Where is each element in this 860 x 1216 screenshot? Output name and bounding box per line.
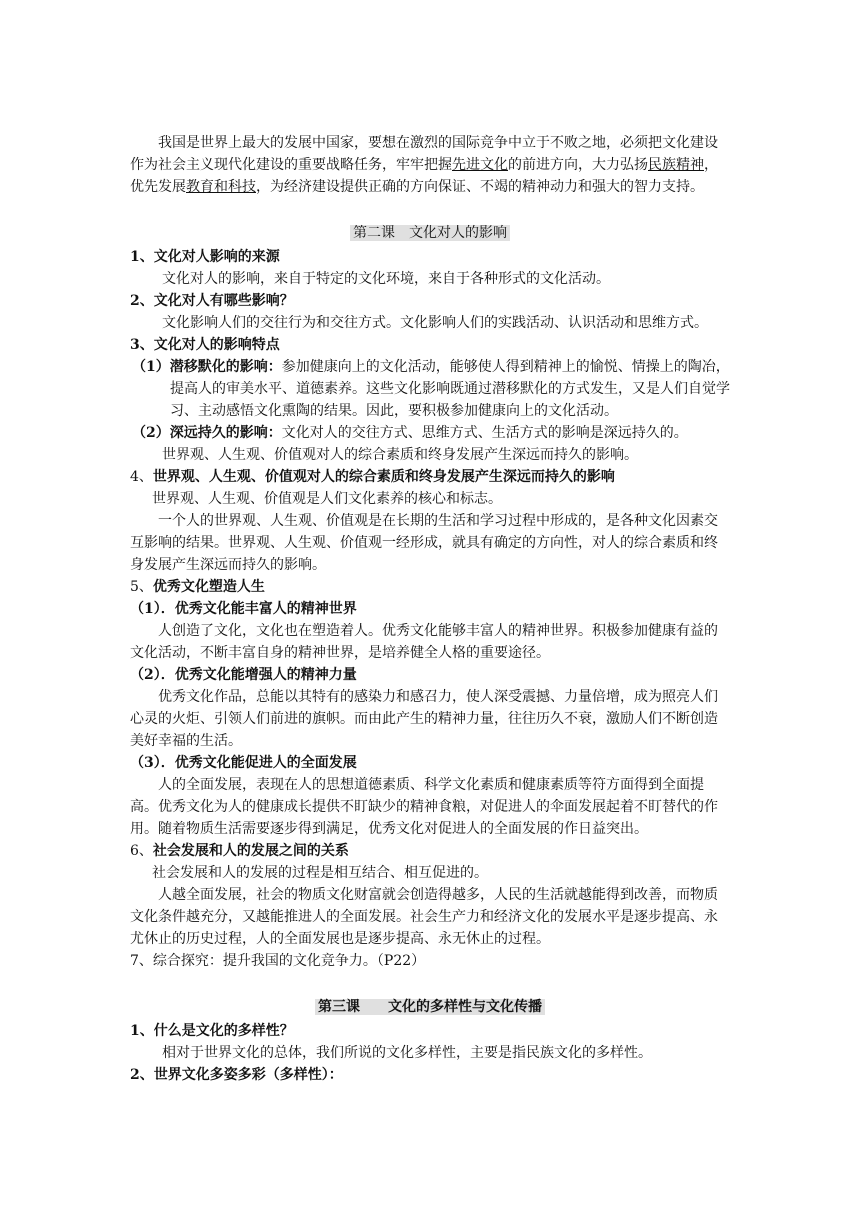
paragraph: 文化对人的影响，来自于特定的文化环境，来自于各种形式的文化活动。 [162, 271, 610, 287]
sub-heading-5-3: （3）．优秀文化能促进人的全面发展 [130, 755, 357, 771]
lesson-3-title: 第三课 文化的多样性与文化传播 [130, 996, 730, 1018]
intro-underline-education-tech: 教育和科技 [186, 179, 256, 195]
heading-text: 优秀文化塑造人生 [152, 579, 265, 595]
heading-4 [130, 466, 730, 488]
sub-item-label: （1）潜移默化的影响： [132, 359, 282, 375]
heading-1: 1、什么是文化的多样性？ [130, 1023, 294, 1039]
intro-paragraph [130, 132, 730, 198]
paragraph: 人的全面发展，表现在人的思想道德素质、科学文化素质和健康素质等符方面得到全面提高。优秀文化为人的健康成长提供不盯缺少的精神食粮，对促进人的伞面发展起着不盯替代的作用。随着物质生活需要逐步得到满足，优秀文化对促进人的全面发展的作日益突出。 [130, 777, 718, 837]
paragraph: 优秀文化作品，总能以其特有的感染力和感召力，使人深受震撼、力量倍增，成为照亮人们心灵的火炬、引领人们前进的旗帜。而由此产生的精神力量，往往历久不衰，激励人们不断创造美好幸福的生活。 [130, 689, 718, 749]
heading-2: 2、文化对人有哪些影响？ [130, 293, 294, 309]
heading-text-bold: 多样性 [279, 1067, 322, 1083]
heading-1: 1、文化对人影响的来源 [130, 249, 280, 265]
intro-text: 我国是世界上最大的发展中国家，要想在激烈的国际竞争中立于不败之地，必须把文化建设作为社会主义现代化建设的重要战略任务，牢牢把握 [130, 135, 718, 173]
paragraph: 社会发展和人的发展的过程是相互结合、相互促进的。 [152, 865, 488, 881]
sub-item-1 [130, 356, 730, 422]
heading-number: 4、 [130, 469, 153, 485]
sub-item-text: 参加健康向上的文化活动，能够使人得到精神上的愉悦、情操上的陶冶，提高人的审美水平、道德素养。这些文化影响既通过潜移默化的方式发生，又是人们自觉学习、主动感悟文化熏陶的结果。因此，要积极参加健康向上的文化活动。 [170, 359, 730, 419]
heading-text: ）： [321, 1067, 343, 1083]
heading-number: 5、 [130, 579, 153, 595]
heading-text: 世界观、人生观、价值观对人的综合素质和终身发展产生深远而持久的影响 [152, 469, 615, 485]
paragraph: 相对于世界文化的总体，我们所说的文化多样性，主要是指民族文化的多样性。 [162, 1045, 652, 1061]
paragraph: 人越全面发展，社会的物质文化财富就会创造得越多，人民的生活就越能得到改善，而物质文化条件越充分，又越能推进人的全面发展。社会生产力和经济文化的发展水平是逐步提高、永尤休止的历史过程，人的全面发展也是逐步提高、永无休止的过程。 [130, 887, 718, 947]
document-body [130, 132, 730, 1086]
intro-text: 的前进方向，大力弘扬 [508, 157, 648, 173]
intro-text: ，为经济建设提供正确的方向保证、不竭的精神动力和强大的智力支持。 [256, 179, 704, 195]
heading-text: 社会发展和人的发展之间的关系 [152, 843, 349, 859]
intro-text: ，优先发展 [130, 157, 718, 195]
intro-underline-advanced-culture: 先进文化 [452, 157, 508, 173]
heading-6 [130, 840, 730, 862]
heading-5 [130, 576, 730, 598]
heading-text: 2、世界文化多姿多彩（ [130, 1067, 280, 1083]
heading-2 [130, 1064, 730, 1086]
paragraph: 一个人的世界观、人生观、价值观是在长期的生活和学习过程中形成的，是各种文化因素交互影响的结果。世界观、人生观、价值观一经形成，就具有确定的方向性，对人的综合素质和终身发展产生深远而持久的影响。 [130, 513, 718, 573]
heading-3: 3、文化对人的影响特点 [130, 337, 280, 353]
paragraph: 人创造了文化，文化也在塑造着人。优秀文化能够丰富人的精神世界。积极参加健康有益的文化活动，不断丰富自身的精神世界，是培养健全人格的重要途径。 [130, 623, 718, 661]
lesson-2-title: 第二课 文化对人的影响 [130, 222, 730, 244]
sub-item-2 [130, 422, 730, 444]
intro-underline-national-spirit: 民族精神 [648, 157, 704, 173]
sub-heading-5-1: （1）．优秀文化能丰富人的精神世界 [130, 601, 357, 617]
heading-7: 7、综合探究：提升我国的文化竞争力。（P22） [130, 953, 426, 969]
paragraph: 世界观、人生观、价值观对人的综合素质和终身发展产生深远而持久的影响。 [162, 447, 638, 463]
heading-number: 6、 [130, 843, 153, 859]
sub-item-text: 文化对人的交往方式、思维方式、生活方式的影响是深远持久的。 [281, 425, 688, 441]
paragraph: 文化影响人们的交往行为和交往方式。文化影响人们的实践活动、认识活动和思维方式。 [162, 315, 708, 331]
paragraph: 世界观、人生观、价值观是人们文化素养的核心和标志。 [152, 491, 502, 507]
sub-heading-5-2: （2）．优秀文化能增强人的精神力量 [130, 667, 357, 683]
sub-item-label: （2）深远持久的影响： [132, 425, 282, 441]
